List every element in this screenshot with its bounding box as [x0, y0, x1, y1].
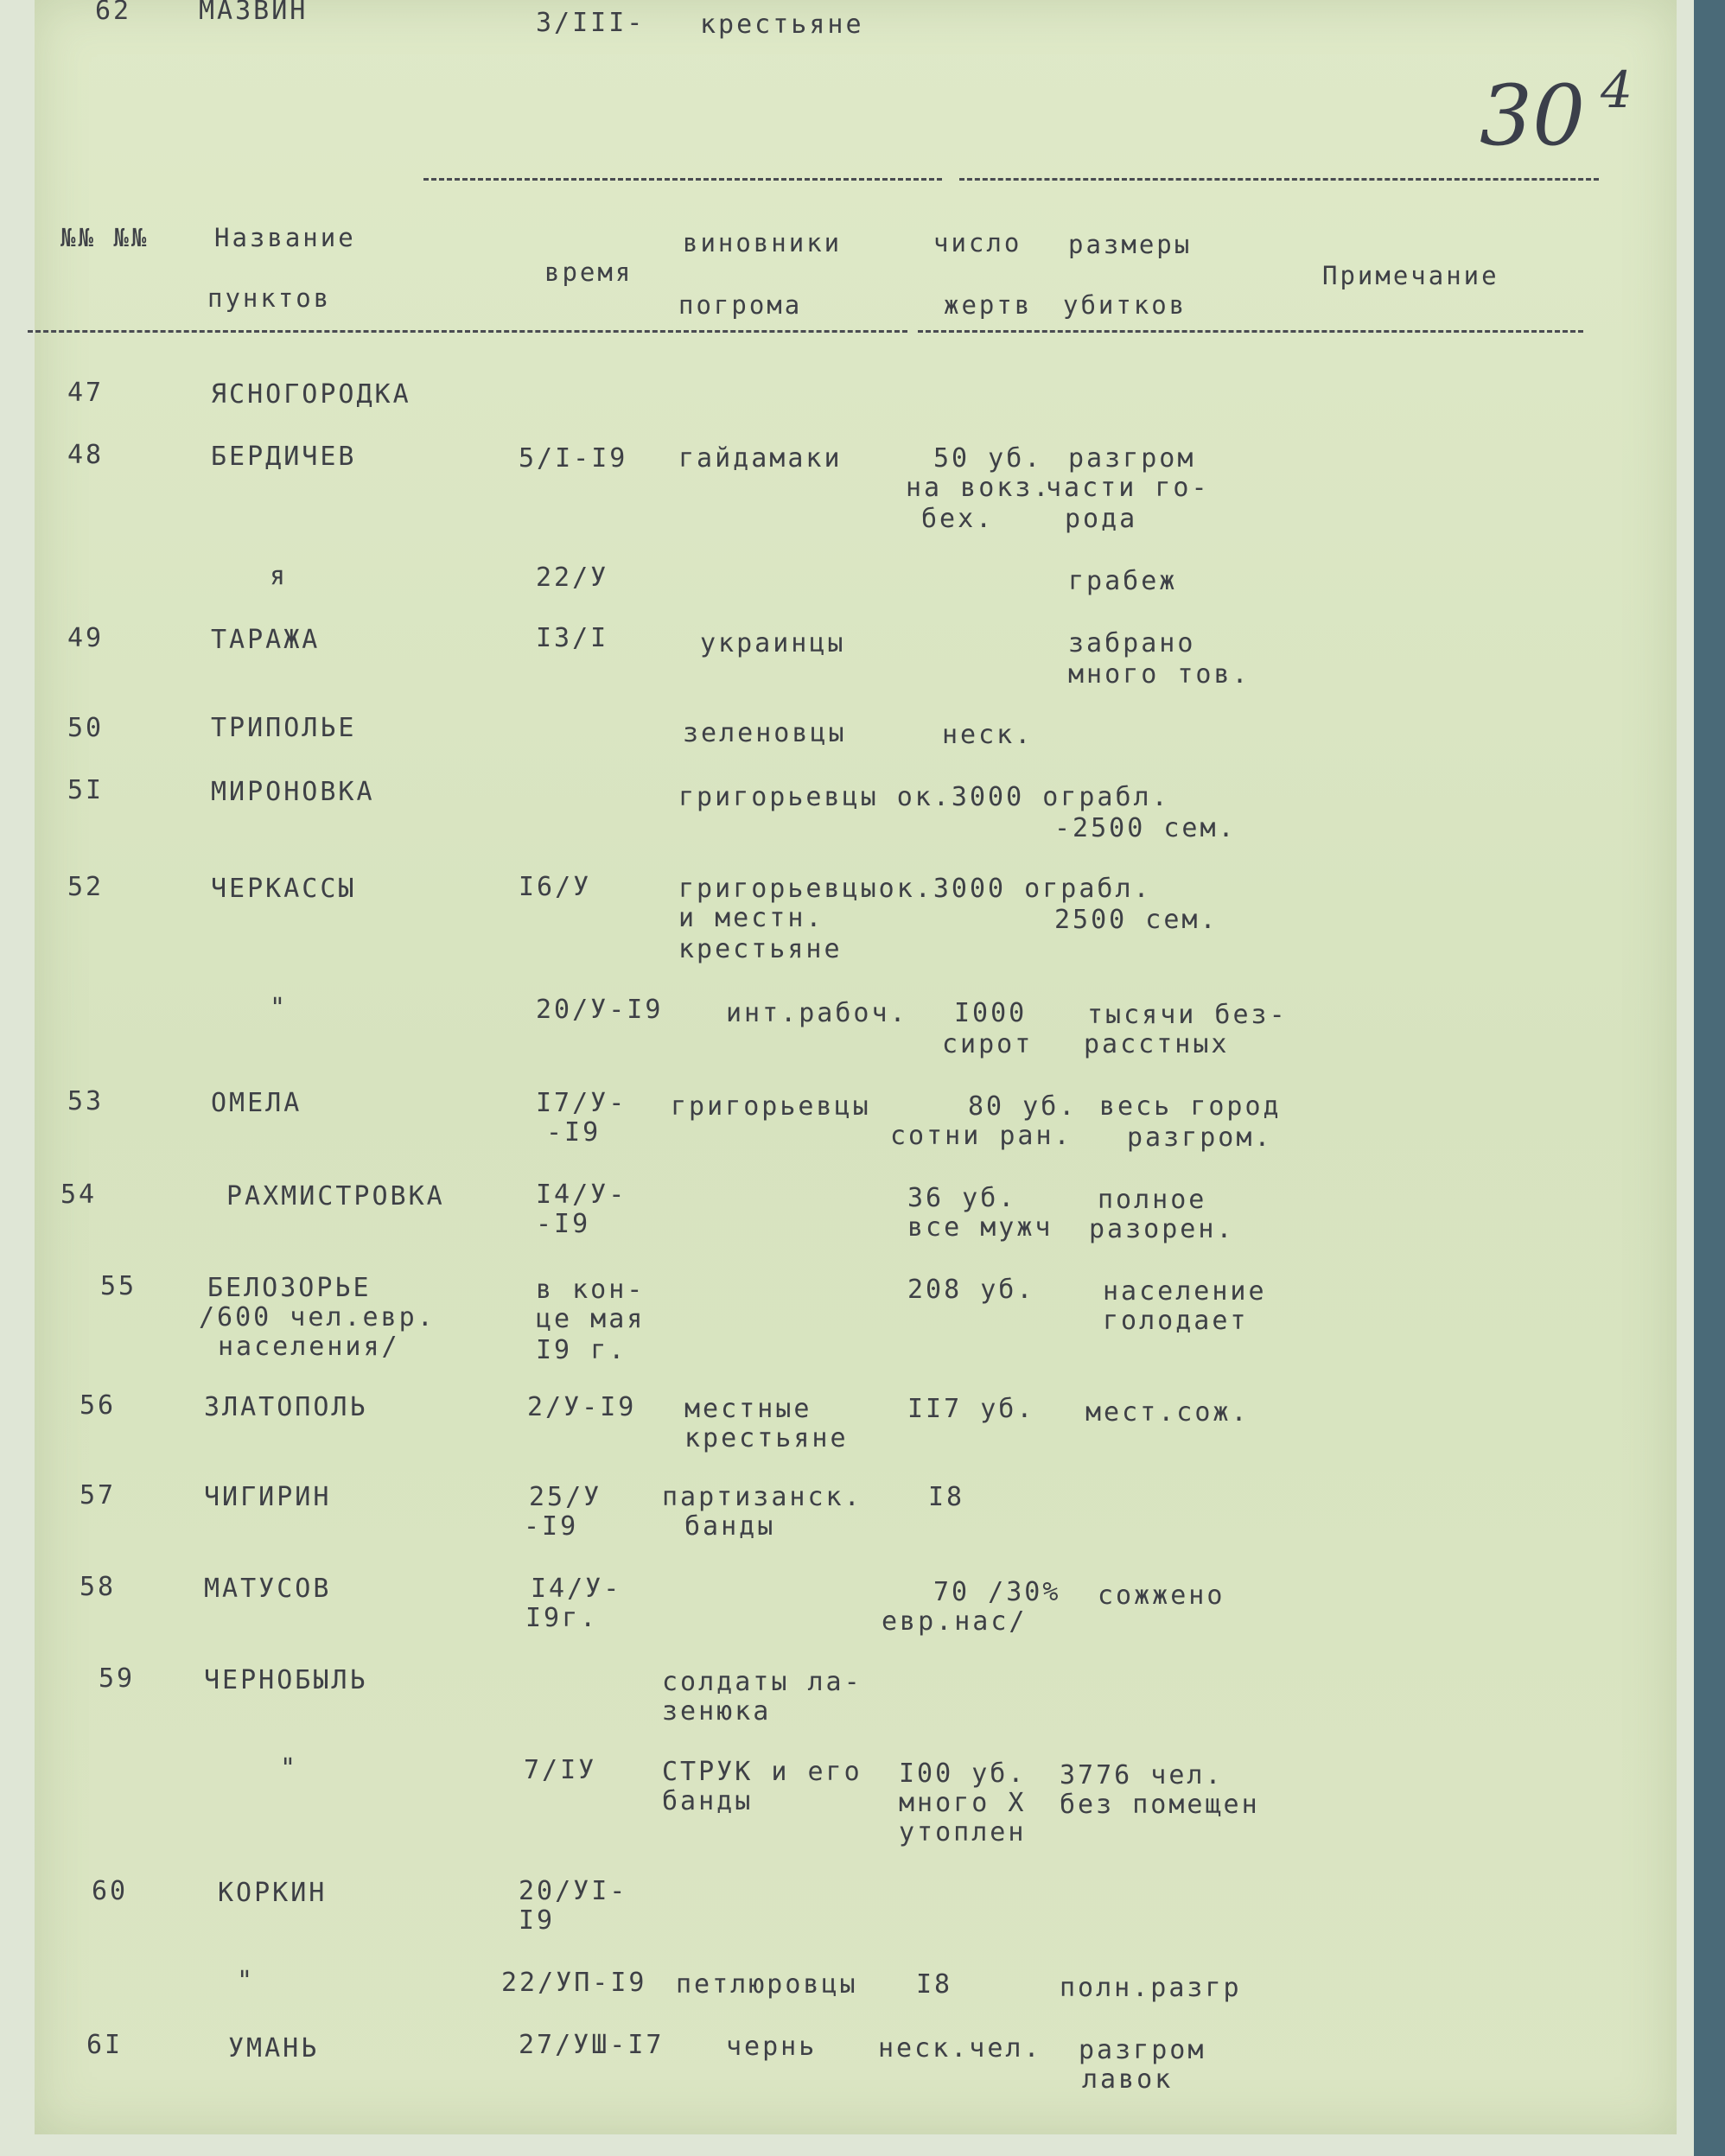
- row-59b-culprits-2: банды: [662, 1786, 754, 1816]
- row-61-damage-2: лавок: [1082, 2064, 1174, 2095]
- page-number: 30: [1480, 67, 1586, 164]
- row-57-name: ЧИГИРИН: [204, 1482, 332, 1512]
- header-time: время: [544, 258, 633, 287]
- row-58-victims-2: евр.нас/: [882, 1606, 1028, 1637]
- header-name-2: пунктов: [207, 283, 332, 313]
- row-56-num: 56: [80, 1390, 117, 1421]
- top-row-date: 3/III-: [536, 8, 646, 38]
- row-58-victims-1: 70 /30%: [933, 1577, 1061, 1607]
- bleed-through-text: [1054, 26, 1200, 56]
- row-55-num: 55: [100, 1271, 137, 1301]
- row-61-date: 27/УШ-I7: [519, 2030, 665, 2060]
- row-54-date-2: -I9: [536, 1209, 591, 1239]
- row-52-damage-2: 2500 сем.: [1054, 905, 1219, 935]
- row-54-damage-1: полное: [1098, 1185, 1207, 1215]
- row-60b-date: 22/УП-I9: [501, 1968, 647, 1998]
- row-56-culprits-1: местные: [684, 1394, 812, 1424]
- row-57-num: 57: [80, 1480, 117, 1510]
- row-53-num: 53: [67, 1086, 105, 1116]
- row-49-date: I3/I: [536, 623, 609, 653]
- row-54-victims-2: все мужч: [907, 1212, 1053, 1243]
- row-52b-victims-2: сирот: [942, 1029, 1034, 1059]
- row-61-culprits: чернь: [726, 2032, 818, 2062]
- top-row-num: 62: [95, 0, 132, 26]
- row-60-date-1: 20/УI-: [519, 1876, 628, 1906]
- row-53-victims-1: 80 уб.: [968, 1091, 1078, 1122]
- row-54-damage-2: разорен.: [1089, 1214, 1235, 1244]
- row-55-victims: 208 уб.: [907, 1275, 1035, 1305]
- header-damage: размеры: [1068, 230, 1193, 259]
- row-58-damage: сожжено: [1098, 1580, 1225, 1611]
- row-53-victims-2: сотни ран.: [890, 1121, 1073, 1151]
- row-60-num: 60: [92, 1876, 129, 1906]
- row-48-num: 48: [67, 440, 105, 470]
- row-61-name: УМАНЬ: [228, 2033, 320, 2064]
- row-54-num: 54: [60, 1180, 98, 1210]
- row-52-culprits-2: и местн.: [678, 903, 824, 933]
- header-notes: Примечание: [1322, 261, 1499, 290]
- row-49-num: 49: [67, 623, 105, 653]
- row-59-num: 59: [99, 1663, 136, 1694]
- row-53-damage-1: весь город: [1099, 1091, 1282, 1122]
- row-59b-victims-1: I00 уб.: [899, 1759, 1027, 1789]
- row-50-culprits: зеленовцы: [683, 718, 847, 748]
- row-52b-damage-2: расстных: [1084, 1029, 1230, 1059]
- row-53-date-1: I7/У-: [536, 1088, 627, 1118]
- header-victims-2: жертв: [944, 290, 1033, 320]
- row-55-name-1: БЕЛОЗОРЬЕ: [207, 1273, 372, 1303]
- row-59b-culprits-1: СТРУК и его: [662, 1757, 862, 1787]
- row-60-date-2: I9: [519, 1905, 556, 1936]
- header-bottom-rule-right: [918, 330, 1583, 333]
- header-culprits-2: погрома: [678, 290, 803, 320]
- row-50-num: 50: [67, 713, 105, 743]
- row-59-culprits-2: зенюка: [662, 1696, 772, 1727]
- row-56-date: 2/У-I9: [527, 1392, 637, 1422]
- row-53-name: ОМЕЛА: [211, 1088, 302, 1118]
- row-60-name: КОРКИН: [218, 1878, 328, 1908]
- row-58-date-2: I9г.: [525, 1603, 599, 1633]
- row-59b-ditto: ": [280, 1753, 299, 1784]
- row-56-culprits-2: крестьяне: [684, 1423, 849, 1453]
- row-48-victims-2: на вокз.: [906, 473, 1052, 503]
- row-56-victims: II7 уб.: [907, 1394, 1035, 1424]
- row-57-culprits-1: партизанск.: [662, 1482, 862, 1512]
- row-53-damage-2: разгром.: [1127, 1123, 1273, 1153]
- row-52-culprits-3: крестьяне: [678, 934, 843, 964]
- row-52-line-1: григорьевцыок.3000 ограбл.: [678, 874, 1152, 904]
- header-bottom-rule: [28, 330, 907, 333]
- row-52b-damage-1: тысячи без-: [1087, 1000, 1288, 1030]
- row-48-damage-2: части го-: [1046, 473, 1210, 503]
- row-48-victims-3: бех.: [921, 504, 995, 534]
- row-49-culprits: украинцы: [700, 628, 846, 658]
- row-54-victims-1: 36 уб.: [907, 1183, 1017, 1213]
- row-51-line-1: григорьевцы ок.3000 ограбл.: [678, 782, 1170, 812]
- row-57-victims: I8: [928, 1482, 965, 1512]
- top-row-culprits: крестьяне: [700, 10, 864, 40]
- row-48-damage-1: разгром: [1068, 443, 1196, 474]
- row-54-date-1: I4/У-: [536, 1180, 627, 1210]
- header-num: №№ №№: [60, 223, 150, 252]
- row-53-date-2: -I9: [546, 1117, 602, 1148]
- row-55-date-1: в кон-: [536, 1275, 646, 1305]
- row-59b-victims-3: утоплен: [899, 1817, 1027, 1848]
- row-55-date-2: це мая: [536, 1304, 646, 1334]
- row-59b-date: 7/IУ: [524, 1755, 597, 1785]
- row-55-name-2: /600 чел.евр.: [199, 1302, 436, 1332]
- row-52-num: 52: [67, 872, 105, 902]
- row-61-damage-1: разгром: [1079, 2035, 1206, 2065]
- row-59-culprits-1: солдаты ла-: [662, 1667, 862, 1697]
- row-50-name: ТРИПОЛЬЕ: [211, 713, 357, 743]
- header-top-rule-right: [959, 178, 1599, 181]
- row-48-culprits: гайдамаки: [678, 443, 843, 474]
- row-58-num: 58: [80, 1572, 117, 1602]
- row-57-culprits-2: банды: [684, 1511, 776, 1542]
- row-53-culprits: григорьевцы: [671, 1091, 871, 1122]
- row-55-damage-1: население: [1103, 1276, 1267, 1307]
- row-55-name-3: населения/: [218, 1332, 400, 1362]
- row-48b-date: 22/У: [536, 563, 609, 593]
- row-47-name: ЯСНОГОРОДКА: [211, 379, 411, 410]
- row-59b-damage-1: 3776 чел.: [1060, 1760, 1224, 1790]
- row-48-name: БЕРДИЧЕВ: [211, 442, 357, 472]
- row-55-date-3: I9 г.: [536, 1335, 627, 1365]
- row-52b-ditto: ": [270, 993, 289, 1023]
- row-61-num: 6I: [86, 2030, 124, 2060]
- row-54-name: РАХМИСТРОВКА: [226, 1181, 445, 1212]
- row-60b-ditto: ": [237, 1966, 256, 1996]
- page-number-superscript: 4: [1601, 60, 1633, 119]
- row-60b-victims: I8: [916, 1969, 953, 2000]
- row-52b-culprits: инт.рабоч.: [726, 998, 908, 1028]
- row-56-name: ЗЛАТОПОЛЬ: [204, 1392, 368, 1422]
- row-51-line-2: -2500 сем.: [1054, 813, 1237, 843]
- row-49-damage-1: забрано: [1068, 628, 1196, 658]
- document-page: [35, 0, 1677, 2134]
- header-damage-2: убитков: [1063, 290, 1187, 320]
- row-57-date-1: 25/У: [529, 1482, 602, 1512]
- row-52-name: ЧЕРКАССЫ: [211, 874, 357, 904]
- row-52-date: I6/У: [519, 872, 592, 902]
- row-58-name: МАТУСОВ: [204, 1574, 332, 1604]
- row-48-date: 5/I-I9: [519, 443, 628, 474]
- row-52b-victims-1: I000: [954, 998, 1028, 1028]
- row-59-name: ЧЕРНОБЫЛЬ: [204, 1665, 368, 1695]
- row-51-num: 5I: [67, 775, 105, 805]
- row-49-name: ТАРАЖА: [211, 625, 321, 655]
- header-top-rule: [423, 178, 942, 181]
- header-culprits: виновники: [683, 228, 843, 258]
- row-48b-damage: грабеж: [1068, 566, 1178, 596]
- row-60b-culprits: петлюровцы: [676, 1969, 858, 2000]
- row-51-name: МИРОНОВКА: [211, 777, 375, 807]
- row-48-damage-3: рода: [1065, 504, 1138, 534]
- row-56-damage: мест.сож.: [1085, 1397, 1250, 1428]
- row-52b-date: 20/У-I9: [536, 995, 664, 1025]
- row-48-victims-1: 50 уб.: [933, 443, 1043, 474]
- row-60b-damage: полн.разгр: [1060, 1973, 1242, 2003]
- header-name: Название: [214, 223, 356, 252]
- row-59b-damage-2: без помещен: [1060, 1790, 1260, 1820]
- row-48b-ditto: я: [270, 561, 289, 591]
- top-row-name: МАЗВИН: [199, 0, 309, 26]
- row-58-date-1: I4/У-: [531, 1574, 622, 1604]
- row-49-damage-2: много тов.: [1068, 659, 1251, 690]
- row-50-victims: неск.: [942, 720, 1034, 750]
- row-61-victims: неск.чел.: [878, 2033, 1042, 2064]
- header-victims: число: [933, 228, 1022, 258]
- row-55-damage-2: голодает: [1103, 1306, 1249, 1336]
- row-59b-victims-2: много Х: [899, 1788, 1027, 1818]
- row-57-date-2: -I9: [524, 1511, 579, 1542]
- row-47-num: 47: [67, 378, 105, 408]
